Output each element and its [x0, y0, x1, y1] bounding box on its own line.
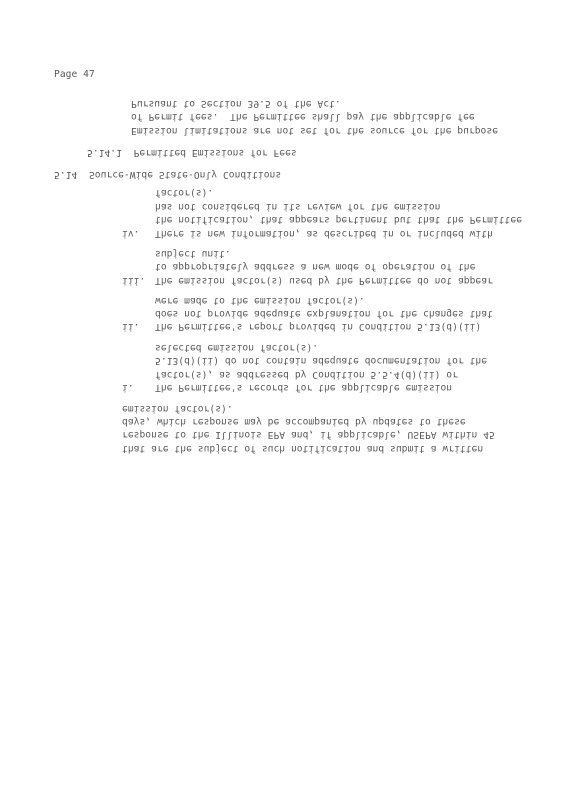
text-line: the notification, that appears pertinent but that the Permittee: [155, 214, 523, 225]
text-line: The Permittee's records for the applicable emission: [155, 382, 453, 393]
text-line: that are the subject of such notification and submit a written: [122, 443, 484, 454]
text-line: does not provide adequate explanation for the changes that: [155, 308, 493, 319]
text-line: days, which response may be accompanied by updates to these: [122, 416, 466, 427]
text-line: There is new information, as described in or included with: [155, 228, 493, 239]
text-line: The Permittee's report provided in Condition 5.13(d)(ii): [155, 321, 482, 332]
list-marker: iii.: [122, 275, 146, 286]
text-line: Pursuant to Section 39.5 of the Act.: [131, 98, 341, 109]
page-number: Page 47: [54, 69, 95, 80]
text-line: subject unit.: [155, 248, 231, 259]
text-line: factor(s), as addressed by Condition 5.5.4(d)(ii) or: [155, 369, 458, 380]
text-line: Emission limitations are not set for the source for the purpose: [131, 125, 499, 136]
text-line: response to the Illinois EPA and, if applicable, USEPA within 45: [122, 429, 495, 440]
text-line: to appropriately address a new mode of operation of the: [155, 261, 476, 272]
text-line: of Permit fees. The Permittee shall pay the applicable fee: [131, 111, 475, 122]
text-line: has not considered in its review for the emission: [155, 201, 441, 212]
list-marker: i.: [122, 382, 134, 393]
text-line: The emission factor(s) used by the Permittee do not appear: [155, 275, 493, 286]
text-line: 5.13(d)(ii) do not contain adequate documentation for the: [155, 355, 488, 366]
text-line: selected emission factor(s).: [155, 342, 319, 353]
list-marker: iv.: [122, 228, 140, 239]
section-heading: 5.14 Source-Wide State-Only Conditions: [54, 169, 282, 180]
text-line: emission factor(s).: [122, 403, 233, 414]
text-line: were made to the emission factor(s).: [155, 295, 365, 306]
text-line: factor(s).: [155, 187, 214, 198]
subsection-heading: 5.14.1 Permitted Emissions for Fees: [87, 147, 297, 158]
list-marker: ii.: [122, 321, 140, 332]
